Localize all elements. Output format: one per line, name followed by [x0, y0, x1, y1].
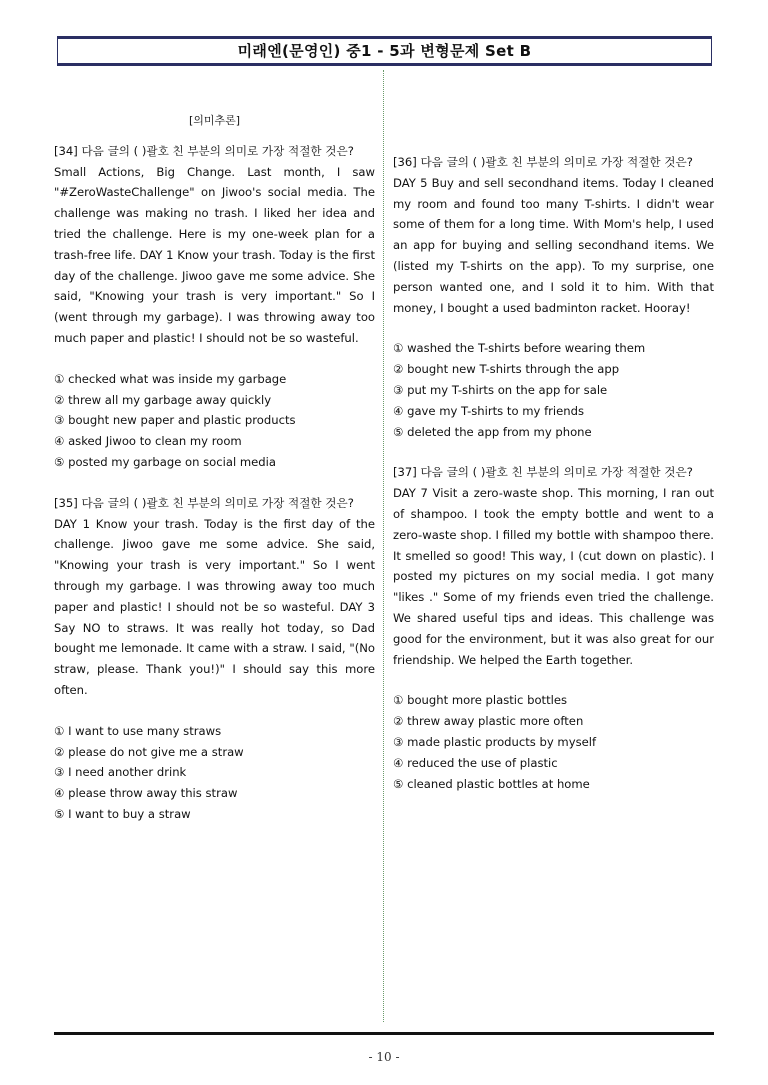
page-number: - 10 - — [368, 1050, 400, 1064]
choice-5: ⑤ cleaned plastic bottles at home — [393, 776, 590, 791]
choice-3: ③ made plastic products by myself — [393, 734, 597, 749]
question-head: [36] 다음 글의 ( )괄호 친 부분의 의미로 가장 적절한 것은? — [393, 155, 693, 169]
question-34 — [54, 141, 375, 473]
choice-1: ① bought more plastic bottles — [393, 693, 568, 708]
choice-1: ① checked what was inside my garbage — [54, 371, 287, 386]
choice-2: ② threw away plastic more often — [393, 714, 584, 729]
choice-3: ③ put my T-shirts on the app for sale — [393, 382, 608, 397]
question-head: [37] 다음 글의 ( )괄호 친 부분의 의미로 가장 적절한 것은? — [393, 465, 693, 480]
question-passage: DAY 1 Know your trash. Today is the first day of the challenge. Jiwoo gave me some advice. She said, "Knowing your trash is very important." So I went through my garbage. I was throwing away too much paper and plastic! I should not be so wasteful. DAY 3 Say NO to straws. It was really hot today, so Dad bought me lemonade. It came with a straw. I said, "(No straw, please. Thank you!)" I should say this more often. — [54, 516, 375, 697]
header-box — [57, 36, 712, 64]
question-35 — [54, 493, 375, 825]
question-head: [35] 다음 글의 ( )괄호 친 부분의 의미로 가장 적절한 것은? — [54, 495, 354, 510]
answer-choices — [54, 369, 375, 473]
left-column — [54, 105, 375, 845]
question-36 — [393, 152, 714, 442]
choice-4: ④ gave my T-shirts to my friends — [393, 403, 585, 418]
answer-choices — [393, 338, 714, 442]
choice-3: ③ I need another drink — [54, 765, 187, 780]
choice-3: ③ bought new paper and plastic products — [54, 413, 296, 428]
header-rule — [57, 63, 712, 66]
choice-5: ⑤ posted my garbage on social media — [54, 454, 276, 469]
choice-1: ① washed the T-shirts before wearing them — [393, 341, 646, 356]
question-head: [34] 다음 글의 ( )괄호 친 부분의 의미로 가장 적절한 것은? — [54, 143, 354, 158]
right-column — [393, 152, 714, 814]
question-passage: DAY 5 Buy and sell secondhand items. Today I cleaned my room and found too many T-shirts. I didn't wear some of them for a long time. With Mom's help, I used an app for buying and selling secondhand items. We (listed my T-shirts on the app). To my surprise, one person wanted one, and I sold it to him. With that money, I bought a used badminton racket. Hooray! — [393, 175, 714, 315]
choice-2: ② bought new T-shirts through the app — [393, 362, 620, 377]
choice-4: ④ asked Jiwoo to clean my room — [54, 434, 242, 449]
footer-rule — [54, 1032, 714, 1035]
choice-2: ② please do not give me a straw — [54, 744, 244, 759]
answer-choices — [393, 690, 714, 794]
choice-4: ④ reduced the use of plastic — [393, 755, 558, 770]
choice-4: ④ please throw away this straw — [54, 786, 238, 801]
choice-5: ⑤ deleted the app from my phone — [393, 424, 592, 439]
choice-5: ⑤ I want to buy a straw — [54, 806, 191, 821]
page-title: 미래엔(문영인) 중1 - 5과 변형문제 Set B — [237, 42, 532, 60]
question-37 — [393, 462, 714, 794]
column-divider — [383, 70, 384, 1022]
choice-2: ② threw all my garbage away quickly — [54, 392, 272, 407]
section-label: [의미추론] — [188, 114, 241, 127]
answer-choices — [54, 721, 375, 825]
question-passage: DAY 7 Visit a zero-waste shop. This morning, I ran out of shampoo. I took the empty bottle and went to a zero-waste shop. I filled my bottle with shampoo there. It smelled so good! This way, I (cut down on plastic). I posted my pictures on my social media. I got many "likes ." Some of my friends even tried the challenge. We shared useful tips and ideas. This challenge was good for the environment, but it was also great for our friendship. We helped the Earth together. — [393, 486, 714, 667]
choice-1: ① I want to use many straws — [54, 723, 222, 738]
question-passage: Small Actions, Big Change. Last month, I saw "#ZeroWasteChallenge" on Jiwoo's social media. The challenge was making no trash. I liked her idea and tried the challenge. Here is my one-week plan for a trash-free life. DAY 1 Know your trash. Today is the first day of the challenge. Jiwoo gave me some advice. She said, "Knowing your trash is very important." So I (went through my garbage). I was throwing away too much paper and plastic! I should not be so wasteful. — [54, 164, 375, 345]
